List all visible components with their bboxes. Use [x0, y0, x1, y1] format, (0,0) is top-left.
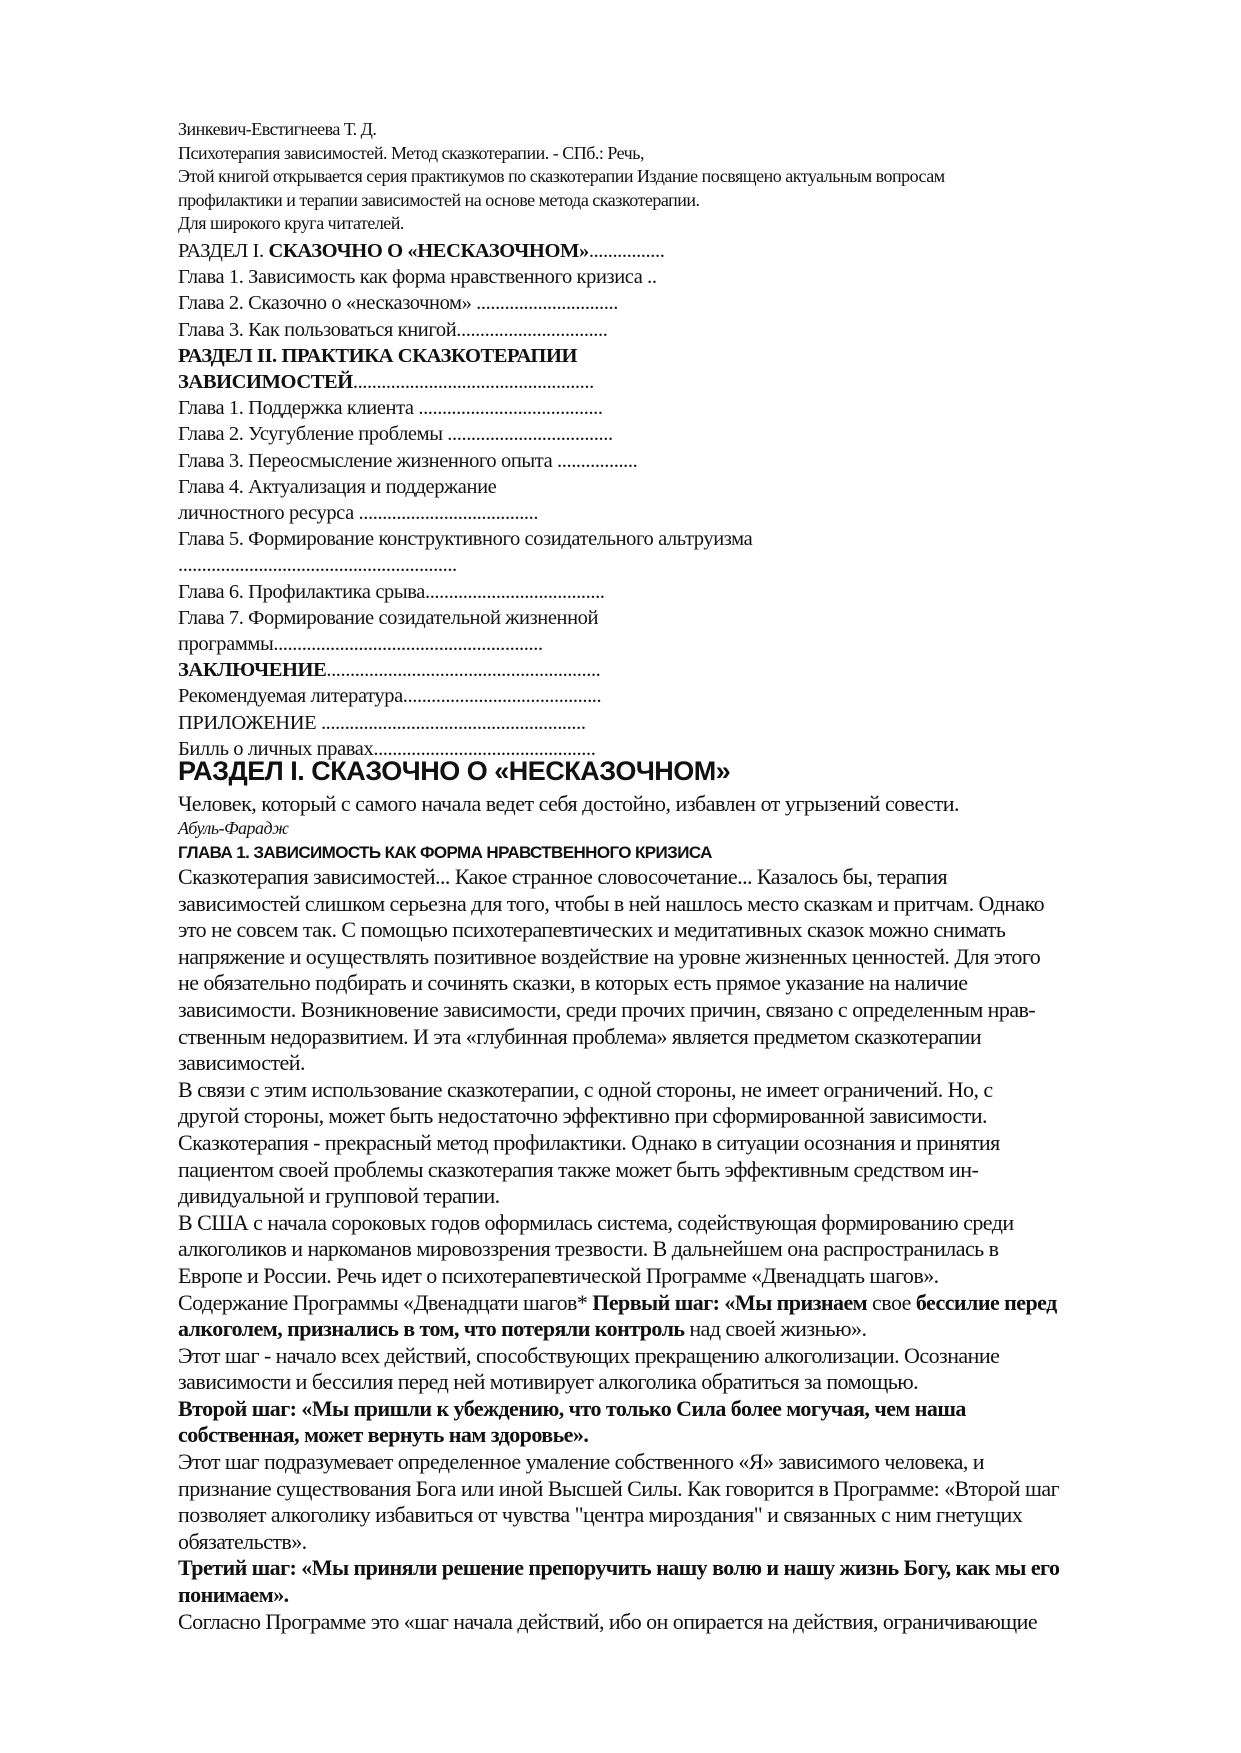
audience-line: Для широкого круга читателей.	[178, 213, 404, 233]
toc-item: ПРИЛОЖЕНИЕ ........................................................	[178, 711, 586, 734]
toc-conclusion-title: ЗАКЛЮЧЕНИЕ	[178, 659, 327, 682]
text-line: это не совсем так. С помощью психотерапевтических и медитативных сказок можно снимать	[178, 917, 1006, 943]
description-line: Этой книгой открывается серия практикумов по сказкотерапии Издание посвящено актуальным вопросам	[178, 166, 945, 186]
toc-item: личностного ресурса ......................................	[178, 502, 539, 525]
chapter-heading: ГЛАВА 1. ЗАВИСИМОСТЬ КАК ФОРМА НРАВСТВЕННОГО КРИЗИСА	[178, 843, 712, 862]
toc-item: Глава 5. Формирование конструктивного созидательного альтруизма	[178, 528, 753, 551]
step-2-bold: Второй шаг: «Мы пришли к убеждению, что только Сила более могучая, чем наша	[178, 1395, 966, 1421]
step-3-line	[178, 1582, 1059, 1609]
step-3-bold: понимаем».	[178, 1582, 289, 1608]
step-2-bold: собственная, может вернуть нам здоровье».	[178, 1422, 589, 1448]
text-span: над своей жизнью».	[684, 1316, 867, 1342]
toc-item: Глава 2. Сказочно о «несказочном» ..............................	[178, 292, 618, 315]
text-span: свое	[867, 1289, 916, 1315]
toc-section-2-cont	[178, 369, 752, 395]
text-line: Сказкотерапия - прекрасный метод профилактики. Однако в ситуации осознания и принятия	[178, 1129, 1000, 1155]
body-text	[178, 864, 1059, 1635]
toc-section-2	[178, 343, 752, 369]
toc-section-title: РАЗДЕЛ II. ПРАКТИКА СКАЗКОТЕРАПИИ	[178, 344, 578, 367]
text-line: В США с начала сороковых годов оформилась система, содействующая формированию среди	[178, 1209, 1014, 1235]
epigraph-author: Абуль-Фарадж	[178, 818, 289, 838]
description-line: профилактики и терапии зависимостей на основе метода сказкотерапии.	[178, 189, 700, 210]
step-1-bold: бессилие перед	[915, 1289, 1057, 1315]
toc-section-title: СКАЗОЧНО О «НЕСКАЗОЧНОМ»	[263, 240, 589, 262]
toc-item: Глава 7. Формирование созидательной жизненной	[178, 606, 599, 629]
toc-item: Глава 6. Профилактика срыва......................................	[178, 580, 605, 603]
epigraph	[178, 790, 959, 839]
text-line: Европе и России. Речь идет о психотерапевтической Программе «Двенадцать шагов».	[178, 1262, 939, 1288]
step-1-bold: алкоголем, признались в том, что потеряли контроль	[178, 1316, 685, 1342]
text-span: Содержание Программы «Двенадцати шагов*	[178, 1289, 593, 1315]
text-line: Этот шаг подразумевает определенное умаление собственного «Я» зависимого человека, и	[178, 1449, 985, 1475]
toc-item: Глава 2. Усугубление проблемы ...................................	[178, 423, 613, 446]
toc-item: Глава 3. Как пользоваться книгой................................	[178, 318, 608, 341]
toc-item: Рекомендуемая литература..........................................	[178, 685, 602, 708]
book-info	[178, 118, 945, 236]
text-line: алкоголиков и наркоманов мировоззрения трезвости. В дальнейшем она распространилась в	[178, 1236, 999, 1262]
toc-section-title: ЗАВИСИМОСТЕЙ	[178, 371, 353, 394]
text-line: пациентом своей проблемы сказкотерапия также может быть эффективным средством ин-	[178, 1156, 979, 1182]
toc-item: Билль о личных правах...............................................	[178, 737, 596, 760]
toc-item: Глава 1. Зависимость как форма нравственного кризиса ..	[178, 266, 657, 289]
text-line: признание существования Бога или иной Высшей Силы. Как говорится в Программе: «Второй шаг	[178, 1475, 1060, 1501]
text-line: зависимостей.	[178, 1050, 305, 1076]
toc-section-prefix: РАЗДЕЛ I.	[178, 240, 264, 262]
table-of-contents	[178, 238, 752, 762]
text-line: не обязательно подбирать и сочинять сказки, в которых есть прямое указание на наличие	[178, 970, 968, 996]
toc-conclusion	[178, 657, 752, 683]
text-line: обязательств».	[178, 1528, 307, 1554]
toc-item: ...........................................................	[178, 554, 457, 577]
text-line: Этот шаг - начало всех действий, способствующих прекращению алкоголизации. Осознание	[178, 1342, 1000, 1368]
step-1-line	[178, 1316, 1059, 1343]
toc-dots: ...................................................	[352, 371, 594, 394]
toc-item: Глава 3. Переосмысление жизненного опыта .................	[178, 449, 638, 472]
step-3-line	[178, 1555, 1059, 1582]
step-2-line	[178, 1422, 1059, 1449]
toc-dots: ..........................................................	[326, 659, 601, 682]
toc-item: Глава 1. Поддержка клиента .......................................	[178, 397, 603, 420]
text-line: зависимости и бессилия перед ней мотивирует алкоголика обратиться за помощью.	[178, 1369, 919, 1395]
text-line: Сказкотерапия зависимостей... Какое странное словосочетание... Казалось бы, терапия	[178, 864, 948, 889]
text-line: напряжение и осуществлять позитивное воздействие на уровне жизненных ценностей. Для этого	[178, 943, 1041, 969]
book-title-line: Психотерапия зависимостей. Метод сказкотерапии. - СПб.: Речь,	[178, 142, 644, 163]
text-line: дивидуальной и групповой терапии.	[178, 1183, 500, 1209]
text-line: ственным недоразвитием. И эта «глубинная проблема» является предметом сказкотерапии	[178, 1023, 982, 1049]
step-3-bold: Третий шаг: «Мы приняли решение препоручить нашу волю и нашу жизнь Богу, как мы его	[178, 1555, 1060, 1581]
text-line: зависимости. Возникновение зависимости, среди прочих причин, связано с определенным нрав-	[178, 996, 1036, 1022]
text-line: Согласно Программе это «шаг начала действий, ибо он опирается на действия, ограничивающие	[178, 1608, 1038, 1634]
step-1-bold: Первый шаг: «Мы признаем	[592, 1289, 868, 1315]
text-line: другой стороны, может быть недостаточно эффективно при сформированной зависимости.	[178, 1103, 987, 1129]
text-line: позволяет алкоголику избавиться от чувства "центра мироздания" и связанных с ним гнетущих	[178, 1502, 1023, 1528]
toc-item: Глава 4. Актуализация и поддержание	[178, 475, 497, 498]
author-line: Зинкевич-Евстигнеева Т. Д.	[178, 119, 377, 139]
section-heading: РАЗДЕЛ I. СКАЗОЧНО О «НЕСКАЗОЧНОМ»	[178, 756, 731, 786]
step-1-line	[178, 1290, 1059, 1317]
step-2-line	[178, 1396, 1059, 1423]
toc-section-1	[178, 238, 752, 264]
epigraph-quote: Человек, который с самого начала ведет себя достойно, избавлен от угрызений совести.	[178, 791, 959, 816]
toc-dots: ................	[588, 240, 665, 262]
text-line: В связи с этим использование сказкотерапии, с одной стороны, не имеет ограничений. Но, с	[178, 1076, 993, 1102]
text-line: зависимостей слишком серьезна для того, чтобы в ней нашлось место сказкам и притчам. Однако	[178, 890, 1045, 916]
toc-item: программы.........................................................	[178, 633, 543, 656]
